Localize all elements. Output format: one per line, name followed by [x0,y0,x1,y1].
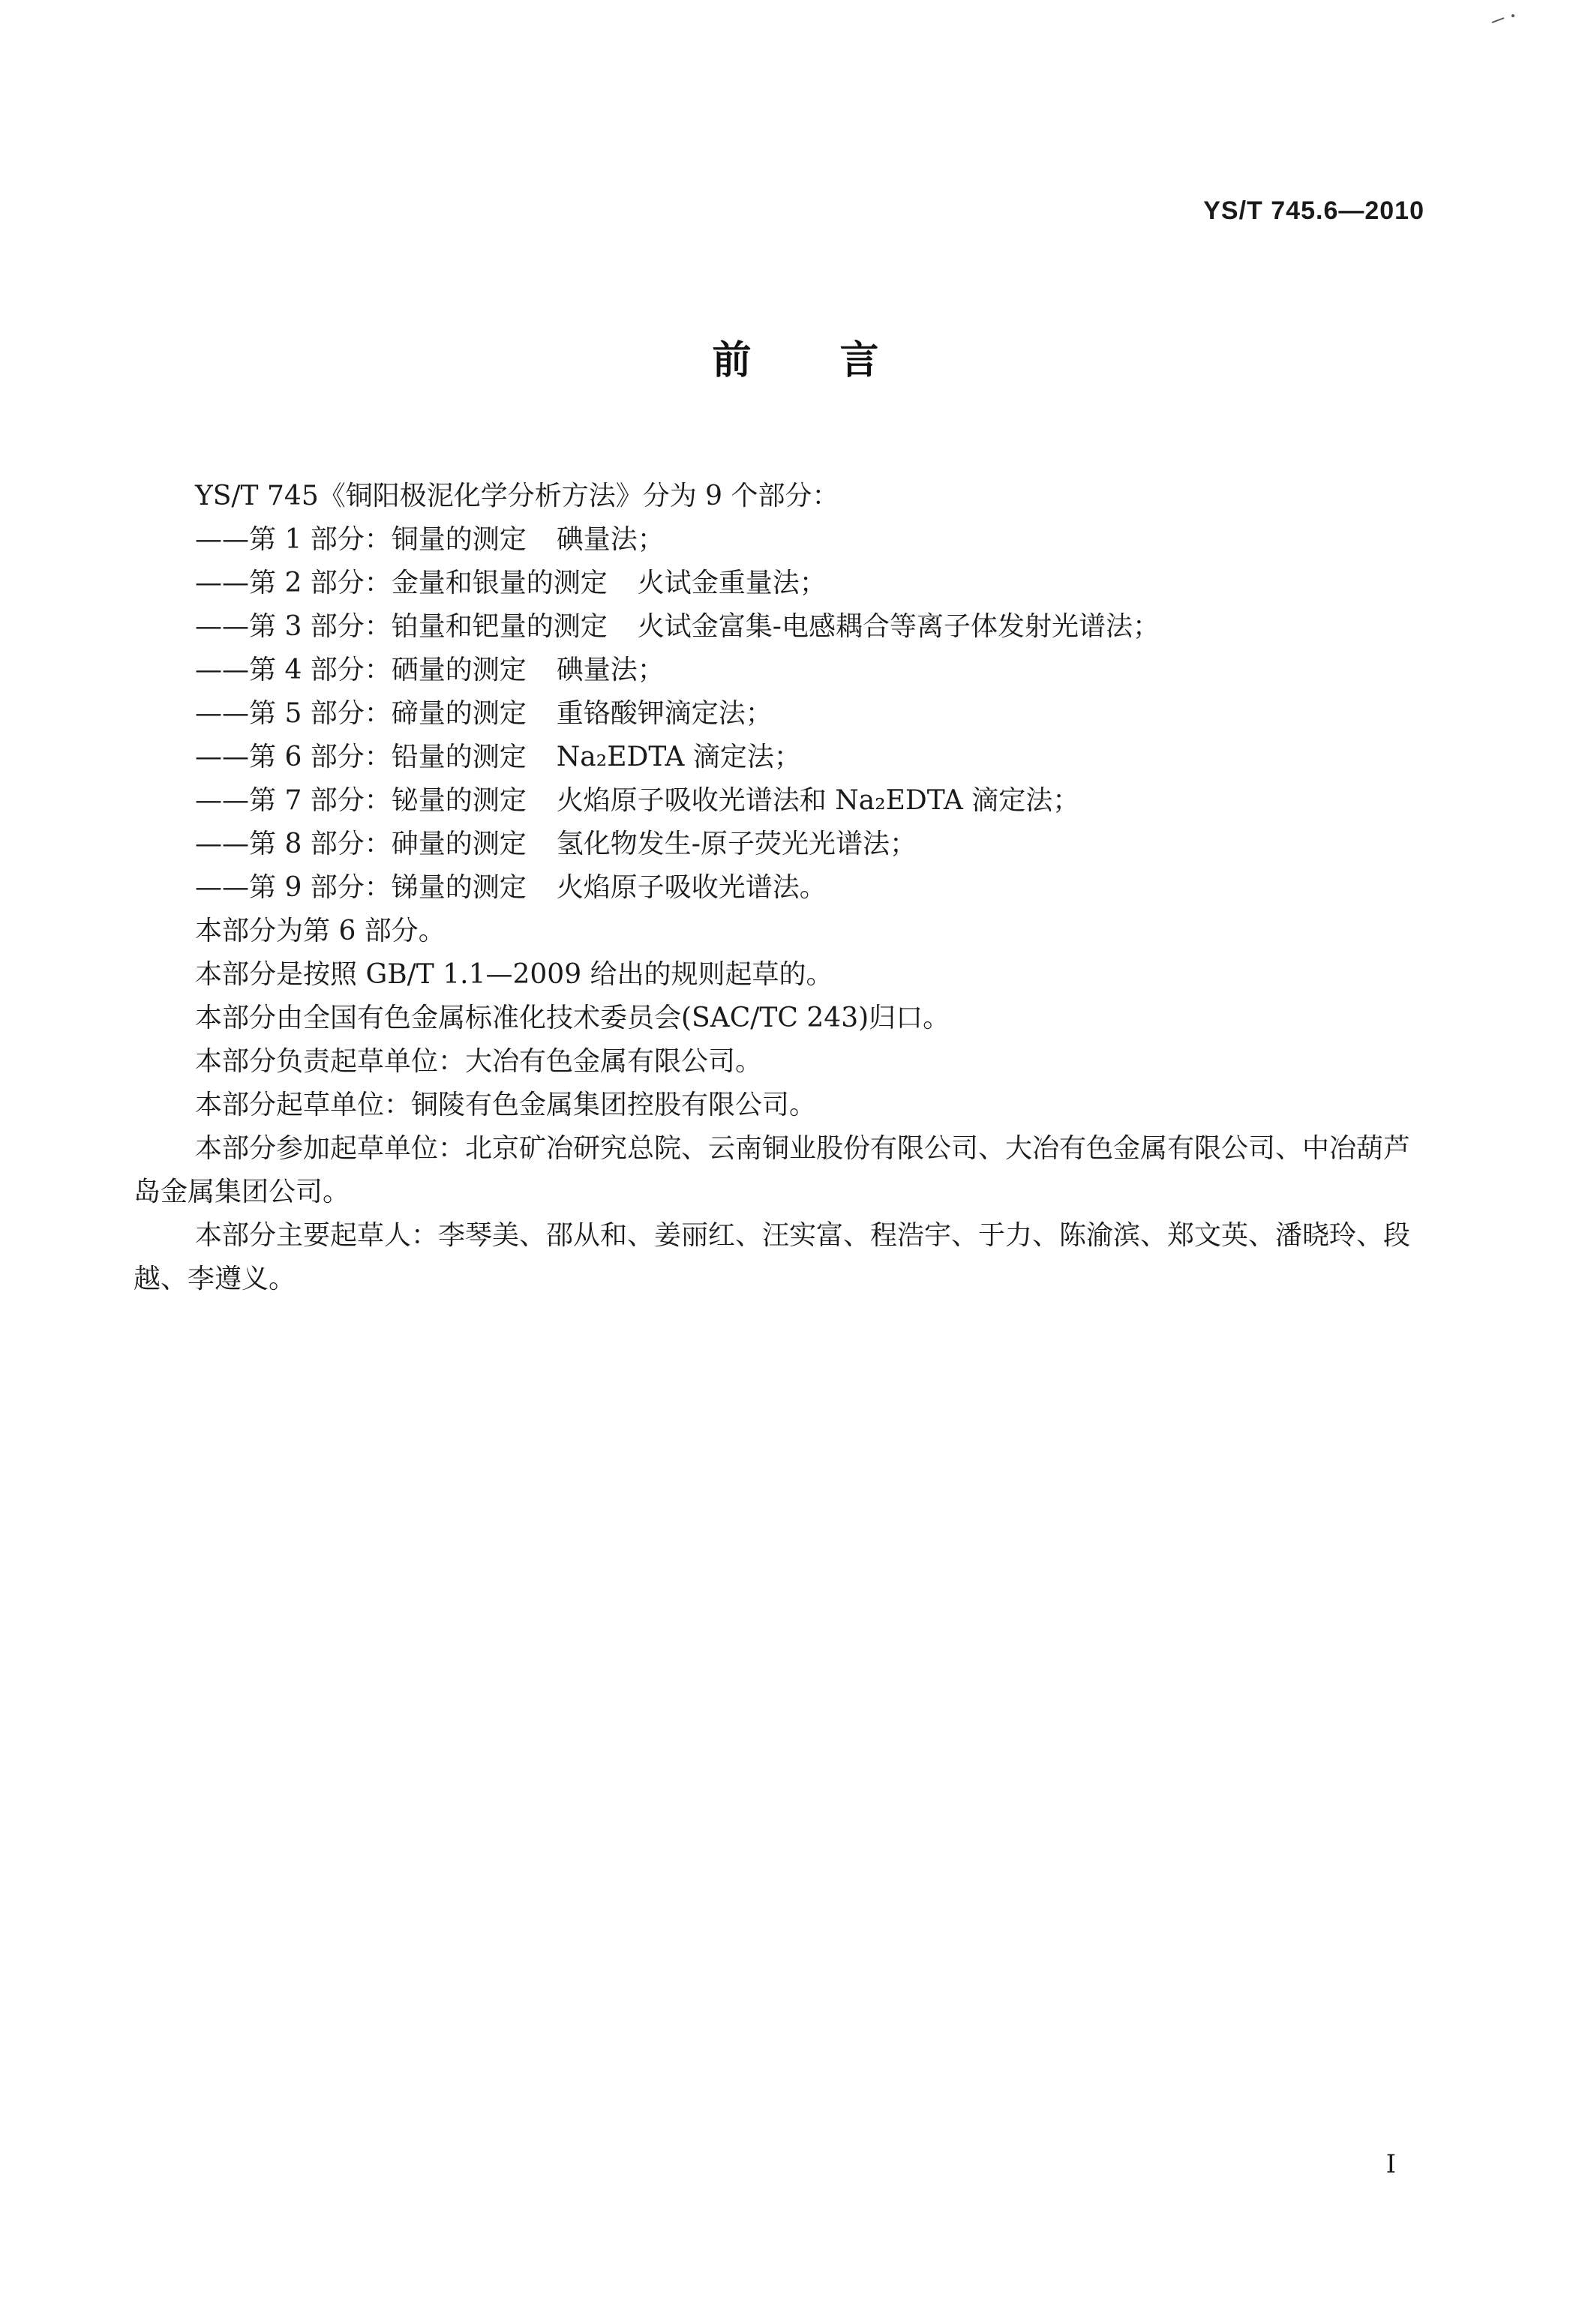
part-number-paragraph: 本部分为第 6 部分。 [195,916,446,946]
part-method: 火试金重量法； [637,568,827,598]
part-method: 火焰原子吸收光谱法和 Na₂EDTA 滴定法； [556,785,1080,816]
part-label: ——第 4 部分：硒量的测定 [195,655,527,685]
part-method: 火焰原子吸收光谱法。 [556,872,827,903]
part-label: ——第 5 部分：碲量的测定 [195,698,527,729]
foreword-body [134,475,1431,1301]
list-item [134,736,1431,779]
part-method: 氢化物发生-原子荧光光谱法； [556,829,917,859]
participating-units-paragraph: 本部分参加起草单位：北京矿冶研究总院、云南铜业股份有限公司、大冶有色金属有限公司、中冶葫芦岛金属集团公司。 [134,1133,1411,1207]
list-item [134,692,1431,736]
list-item [134,605,1431,649]
part-method: 火试金富集-电感耦合等离子体发射光谱法； [637,611,1160,642]
list-item [134,866,1431,910]
part-label: ——第 8 部分：砷量的测定 [195,829,527,859]
part-method: 碘量法； [556,524,665,555]
list-item [134,779,1431,823]
part-label: ——第 7 部分：铋量的测定 [195,785,527,816]
list-item [134,823,1431,866]
standard-code: YS/T 745.6—2010 [1203,196,1424,225]
drafters-paragraph: 本部分主要起草人：李琴美、邵从和、姜丽红、汪实富、程浩宇、于力、陈渝滨、郑文英、潘晓玲、段越、李遵义。 [134,1220,1411,1294]
parts-list [134,518,1431,910]
part-label: ——第 1 部分：铜量的测定 [195,524,527,555]
part-method: 重铬酸钾滴定法； [556,698,773,729]
committee-paragraph: 本部分由全国有色金属标准化技术委员会(SAC/TC 243)归口。 [195,1003,950,1033]
list-item [134,649,1431,692]
part-label: ——第 2 部分：金量和银量的测定 [195,568,608,598]
drafting-rules-paragraph: 本部分是按照 GB/T 1.1—2009 给出的规则起草的。 [195,959,833,990]
part-method: 碘量法； [556,655,665,685]
part-label: ——第 9 部分：锑量的测定 [195,872,527,903]
list-item [134,562,1431,605]
page-heading: 前言 [712,338,968,383]
part-method: Na₂EDTA 滴定法； [556,742,801,772]
responsible-unit-paragraph: 本部分负责起草单位：大冶有色金属有限公司。 [195,1046,763,1077]
drafting-unit-paragraph: 本部分起草单位：铜陵有色金属集团控股有限公司。 [195,1090,817,1120]
list-item [134,518,1431,562]
part-label: ——第 6 部分：铅量的测定 [195,742,527,772]
page-number: I [1385,2149,1396,2179]
intro-paragraph: YS/T 745《铜阳极泥化学分析方法》分为 9 个部分： [195,481,839,511]
scan-speck-decoration [1490,13,1517,24]
part-label: ——第 3 部分：铂量和钯量的测定 [195,611,608,642]
